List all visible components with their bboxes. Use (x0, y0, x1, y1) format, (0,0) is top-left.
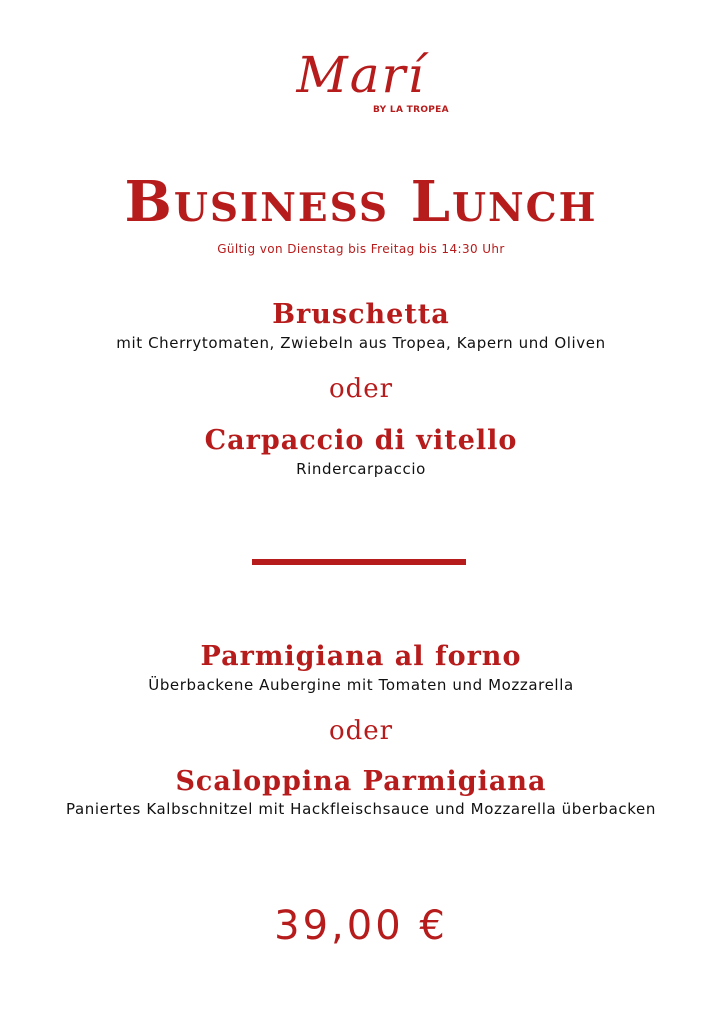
or-separator-starters: oder (328, 374, 394, 404)
main-1-name: Parmigiana al forno (200, 641, 522, 672)
starter-1-name: Bruschetta (272, 299, 450, 330)
restaurant-logo (0, 40, 722, 120)
logo-subtitle: BY LA TROPEA (373, 105, 449, 115)
logo-name: Marí (296, 46, 426, 104)
main-2-description: Paniertes Kalbschnitzel mit Hackfleischsauce und Mozzarella überbacken (66, 800, 656, 818)
menu-price: 39,00 € (274, 903, 448, 949)
main-1-description: Überbackene Aubergine mit Tomaten und Mozzarella (148, 676, 574, 694)
course-divider (252, 559, 466, 565)
starter-2-description: Rindercarpaccio (296, 460, 426, 478)
main-2-name: Scaloppina Parmigiana (175, 766, 547, 797)
menu-title: Business Lunch (124, 169, 598, 235)
or-separator-mains: oder (328, 716, 394, 746)
validity-note: Gültig von Dienstag bis Freitag bis 14:30 Uhr (217, 242, 505, 256)
starter-1-description: mit Cherrytomaten, Zwiebeln aus Tropea, Kapern und Oliven (116, 334, 606, 352)
starter-2-name: Carpaccio di vitello (204, 425, 518, 456)
